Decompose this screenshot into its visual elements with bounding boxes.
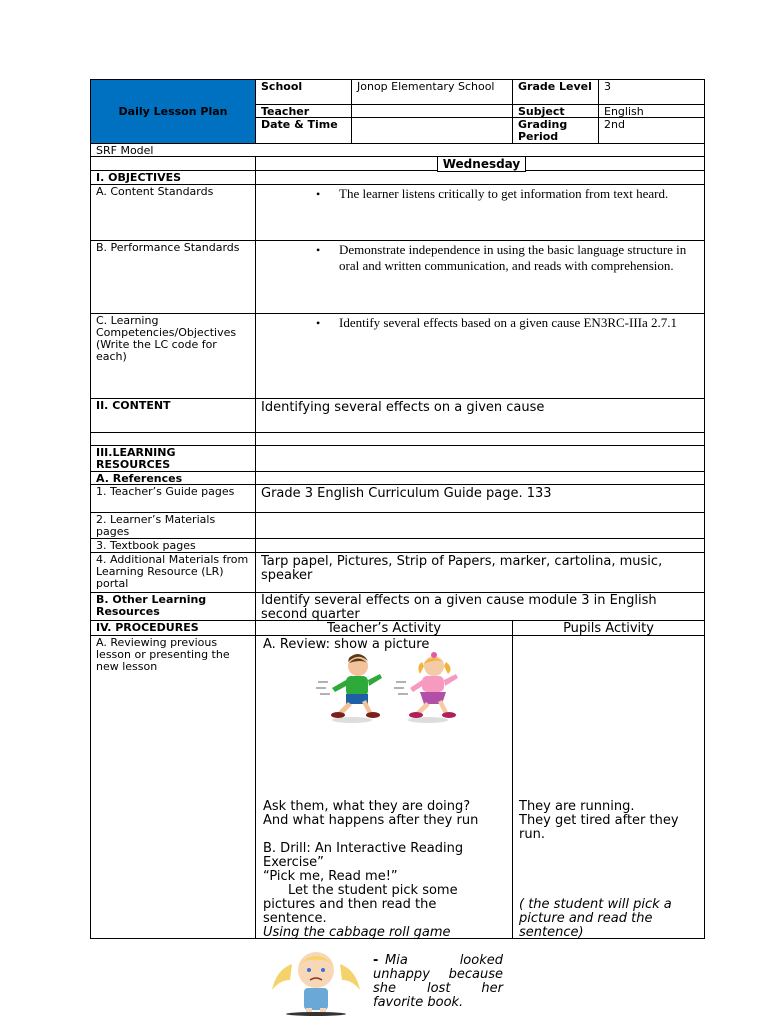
teacher-value (351, 104, 513, 118)
step-a-label: A. Reviewing previous lesson or presenting the new lesson (90, 635, 256, 939)
pupil-response-2: They get tired after they run. (519, 813, 679, 842)
subject-label: Subject (512, 104, 599, 118)
day-row-left (90, 156, 256, 171)
plan-title: Daily Lesson Plan (90, 79, 256, 144)
sentence-text: Mia looked unhappy because she lost her favorite book. (373, 953, 503, 1010)
pick-me-text: “Pick me, Read me!” (263, 869, 398, 884)
grade-value: 3 (598, 79, 705, 105)
teacher-activity-header: Teacher’s Activity (255, 620, 513, 636)
competencies-label: C. Learning Competencies/Objectives (Write the LC code for each) (90, 313, 256, 399)
date-label: Date & Time (255, 117, 352, 144)
pupil-response-3: ( the student will pick a picture and read the sentence) (519, 897, 672, 940)
pupils-activity-cell (512, 635, 705, 939)
additional-materials-text: Tarp papel, Pictures, Strip of Papers, marker, cartolina, music, speaker (255, 552, 705, 593)
sentence-dash: - (373, 953, 379, 968)
blank-row-left (90, 432, 256, 446)
running-boy-figure (316, 654, 382, 723)
textbook-pages-blank (255, 538, 705, 553)
objectives-heading-blank (255, 170, 705, 185)
competencies-text: • Identify several effects based on a given cause EN3RC-IIIa 2.7.1 (261, 315, 699, 331)
teacher-activity-cell (255, 635, 513, 1010)
content-text: Identifying several effects on a given cause (255, 398, 705, 433)
content-heading: II. CONTENT (90, 398, 256, 433)
school-label: School (255, 79, 352, 105)
review-text: A. Review: show a picture (263, 637, 430, 652)
content-standards-label: A. Content Standards (90, 184, 256, 241)
resources-heading: III.LEARNING RESOURCES (90, 445, 256, 472)
performance-standards-cell (255, 240, 705, 314)
model-row: SRF Model (90, 143, 705, 157)
sad-girl-picture (266, 950, 366, 1016)
lm-pages-label: 2. Learner’s Materials pages (90, 512, 256, 539)
instruction-text: Let the student pick some pictures and then read the sentence. (263, 883, 458, 926)
school-value: Jonop Elementary School (351, 79, 513, 105)
textbook-pages-label: 3. Textbook pages (90, 538, 256, 553)
teacher-label: Teacher (255, 104, 352, 118)
period-value: 2nd (598, 117, 705, 144)
pupil-response-1: They are running. (519, 799, 635, 814)
references-blank (255, 471, 705, 485)
resources-heading-blank (255, 445, 705, 472)
competencies-cell (255, 313, 705, 399)
tg-pages-text: Grade 3 English Curriculum Guide page. 133 (255, 484, 705, 513)
objectives-heading: I. OBJECTIVES (90, 170, 256, 185)
content-standards-text: • The learner listens critically to get information from text heard. (261, 186, 699, 202)
grade-label: Grade Level (512, 79, 599, 105)
subject-value: English (598, 104, 705, 118)
ask-line-2: And what happens after they run (263, 813, 479, 828)
tg-pages-label: 1. Teacher’s Guide pages (90, 484, 256, 513)
blank-row-right (255, 432, 705, 446)
performance-standards-label: B. Performance Standards (90, 240, 256, 314)
running-kids-picture (316, 652, 466, 724)
drill-text: B. Drill: An Interactive Reading Exercise” (263, 841, 464, 870)
references-label: A. References (90, 471, 256, 485)
period-label: Grading Period (512, 117, 599, 144)
cabbage-game-text: Using the cabbage roll game (263, 925, 451, 940)
date-value (351, 117, 513, 144)
procedures-heading: IV. PROCEDURES (90, 620, 256, 636)
content-standards-cell (255, 184, 705, 241)
other-resources-label: B. Other Learning Resources (90, 592, 256, 621)
lm-pages-blank (255, 512, 705, 539)
day-box: Wednesday (437, 156, 526, 172)
other-resources-text: Identify several effects on a given cause module 3 in English second quarter (255, 592, 705, 621)
ask-line-1: Ask them, what they are doing? (263, 799, 471, 814)
pupils-activity-header: Pupils Activity (512, 620, 705, 636)
performance-standards-text: • Demonstrate independence in using the basic language structure in oral and written communication, and reads with comprehension. (261, 242, 699, 274)
running-girl-figure (394, 652, 458, 723)
additional-materials-label: 4. Additional Materials from Learning Resource (LR) portal (90, 552, 256, 593)
